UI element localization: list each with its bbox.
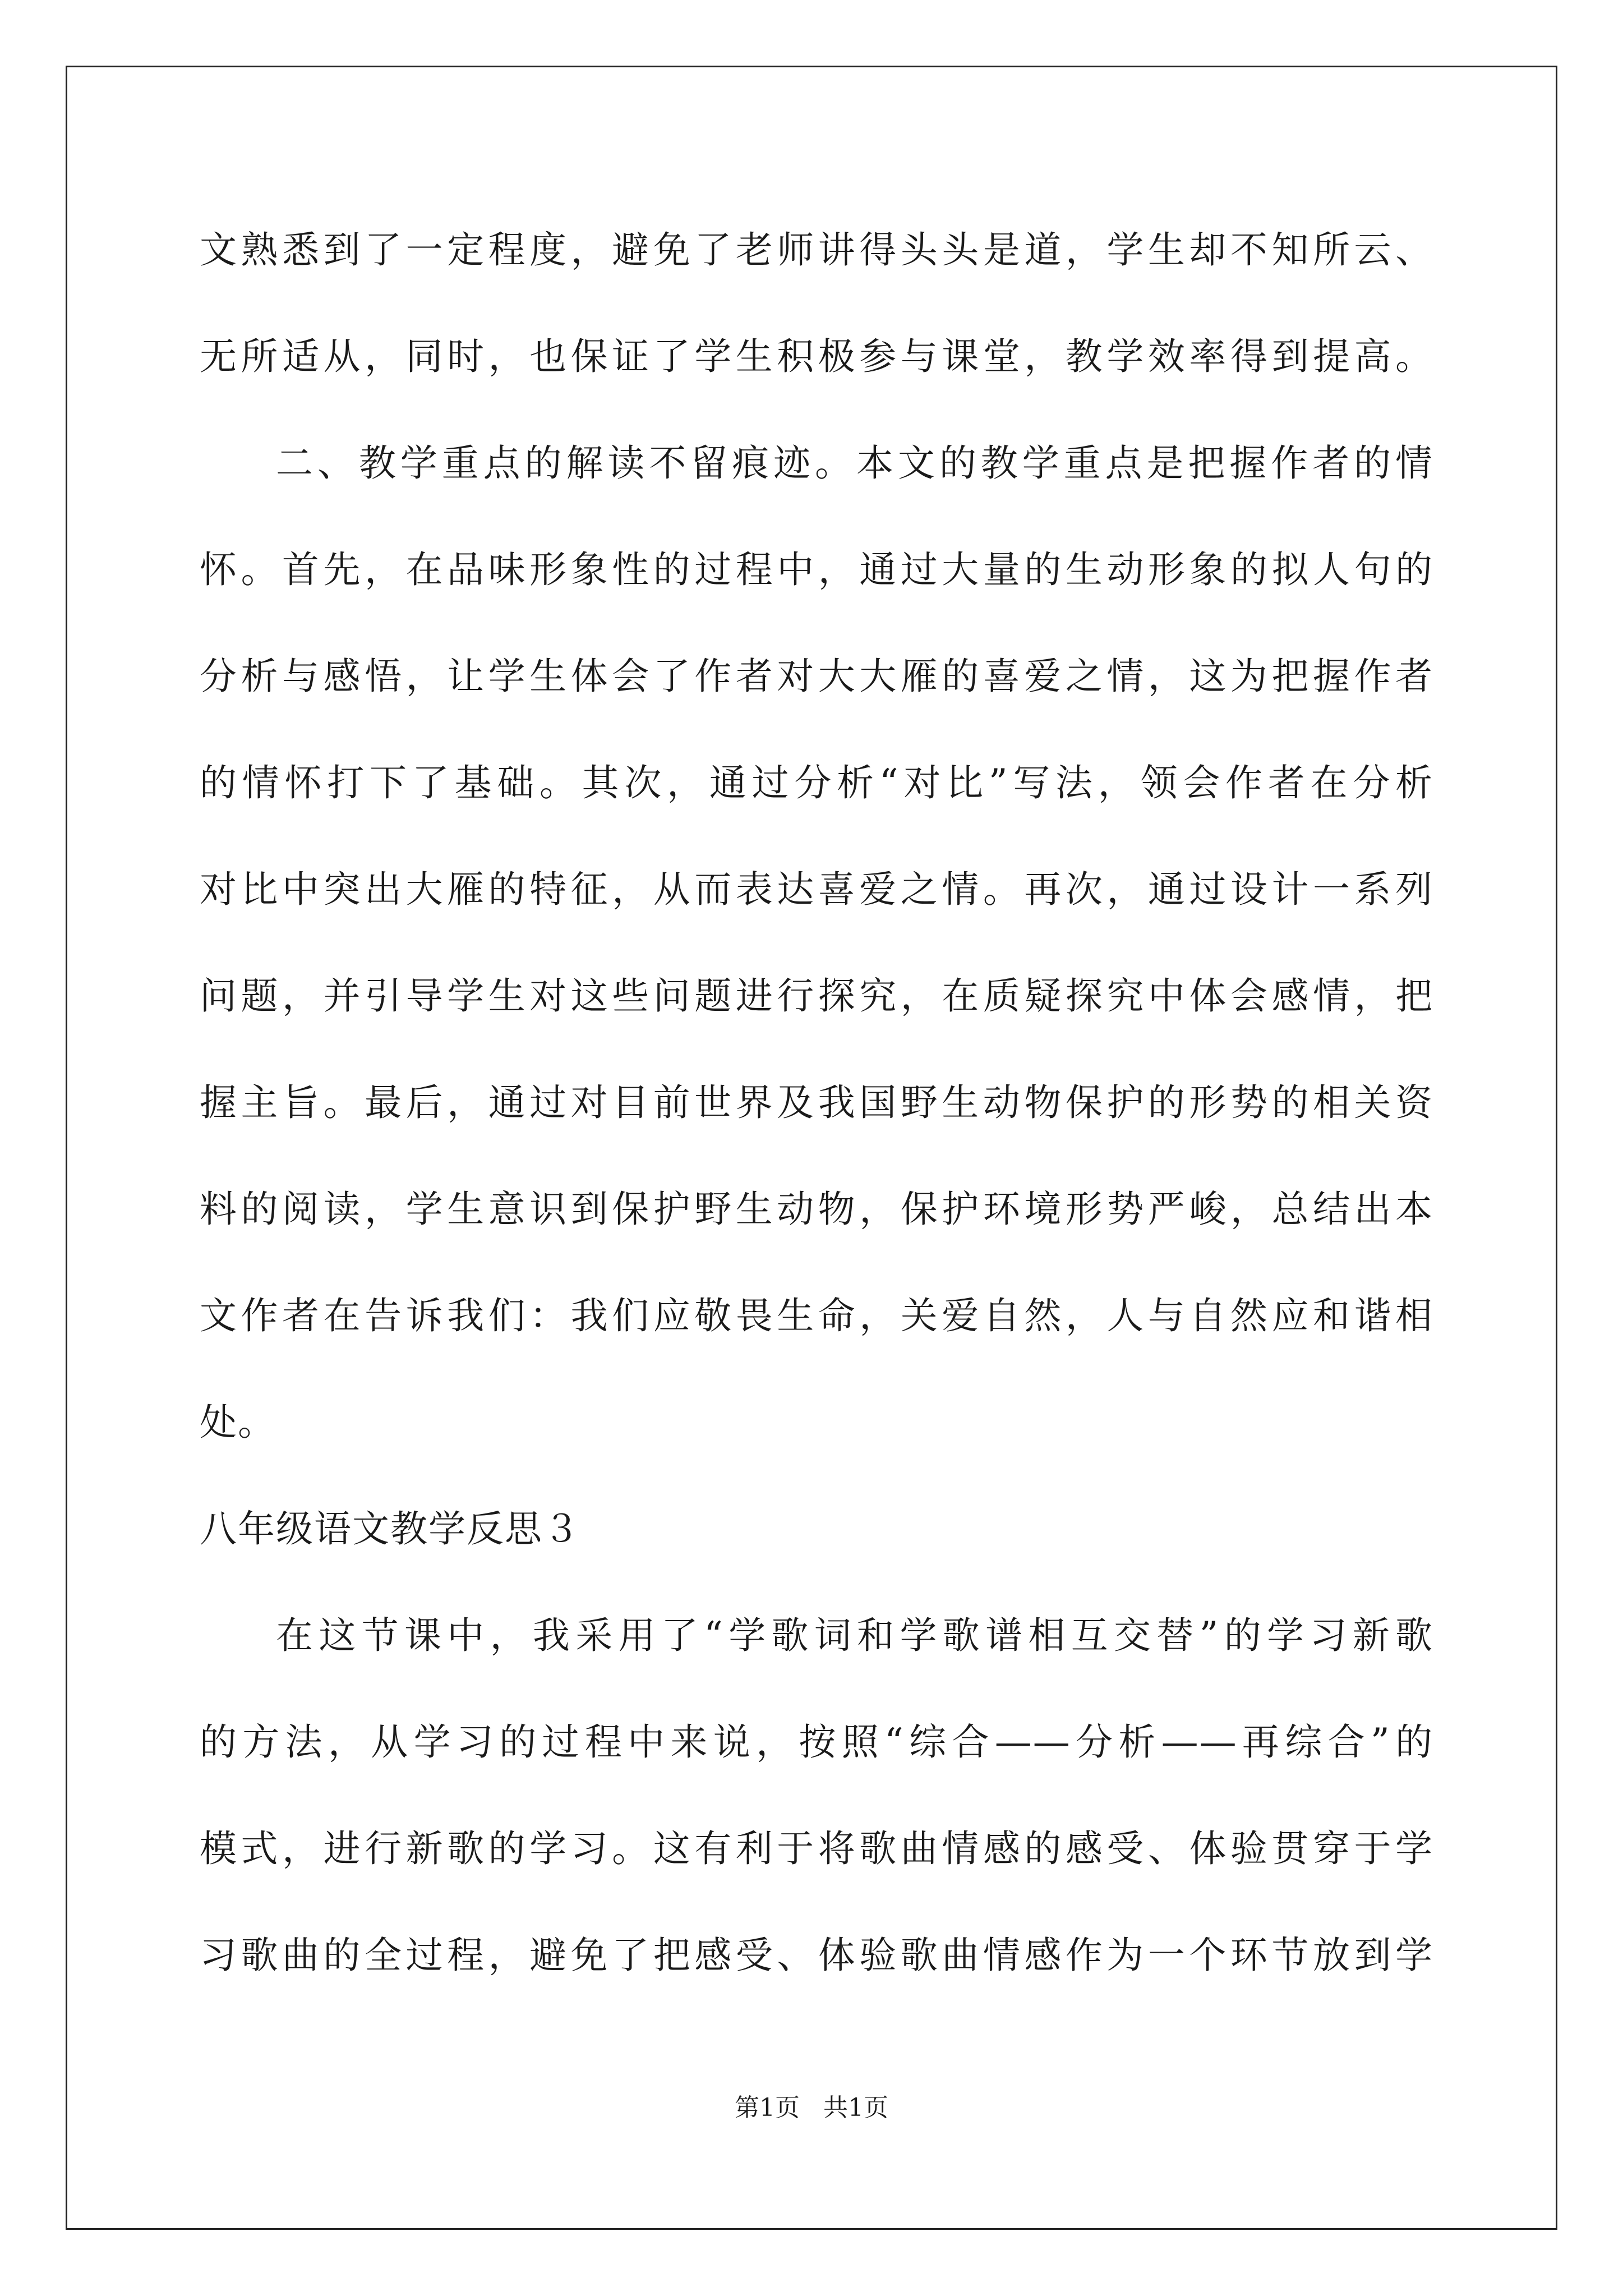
text-line: 模式，进行新歌的学习。这有利于将歌曲情感的感受、体验贯穿于学 xyxy=(200,1827,1433,1870)
text-line: 文熟悉到了一定程度，避免了老师讲得头头是道，学生却不知所云、 xyxy=(200,228,1433,272)
page-total: 共1页 xyxy=(823,2093,888,2122)
text-line: 的情怀打下了基础。其次，通过分析“对比”写法，领会作者在分析 xyxy=(200,761,1433,804)
document-body xyxy=(200,213,1433,2025)
text-line: 习歌曲的全过程，避免了把感受、体验歌曲情感作为一个环节放到学 xyxy=(200,1934,1433,1977)
text-line: 握主旨。最后，通过对目前世界及我国野生动物保护的形势的相关资 xyxy=(200,1081,1433,1124)
text-line: 处。 xyxy=(200,1401,276,1444)
text-line: 怀。首先，在品味形象性的过程中，通过大量的生动形象的拟人句的 xyxy=(200,548,1433,591)
page-number: 第1页 xyxy=(735,2093,800,2122)
text-line: 对比中突出大雁的特征，从而表达喜爱之情。再次，通过设计一系列 xyxy=(200,868,1433,911)
text-line: 的方法，从学习的过程中来说，按照“综合——分析——再综合”的 xyxy=(200,1720,1433,1764)
text-line: 问题，并引导学生对这些问题进行探究，在质疑探究中体会感情，把 xyxy=(200,974,1433,1018)
paragraph-start-line: 二、教学重点的解读不留痕迹。本文的教学重点是把握作者的情 xyxy=(276,441,1433,485)
page-footer xyxy=(0,2091,1623,2125)
text-line: 料的阅读，学生意识到保护野生动物，保护环境形势严峻，总结出本 xyxy=(200,1188,1433,1231)
paragraph-start-line: 在这节课中，我采用了“学歌词和学歌谱相互交替”的学习新歌 xyxy=(276,1614,1433,1657)
section-heading: 八年级语文教学反思３ xyxy=(200,1507,581,1550)
text-line: 无所适从，同时，也保证了学生积极参与课堂，教学效率得到提高。 xyxy=(200,335,1433,378)
text-line: 文作者在告诉我们：我们应敬畏生命，关爱自然，人与自然应和谐相 xyxy=(200,1294,1433,1337)
text-line: 分析与感悟，让学生体会了作者对大大雁的喜爱之情，这为把握作者 xyxy=(200,655,1433,698)
